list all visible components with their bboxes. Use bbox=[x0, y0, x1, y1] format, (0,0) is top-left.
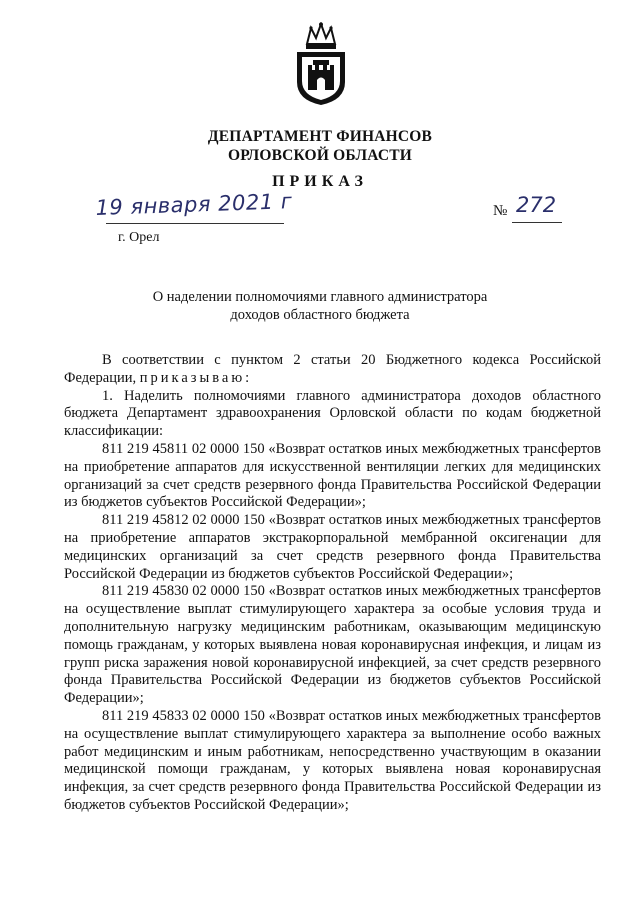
department-title-line2: ОРЛОВСКОЙ ОБЛАСТИ bbox=[227, 147, 413, 164]
city-label: г. Орел bbox=[118, 230, 160, 245]
subject-line1: О наделении полномочиями главного администратора bbox=[152, 289, 488, 305]
orel-coat-of-arms-icon bbox=[293, 22, 349, 106]
order-verb: приказываю: bbox=[139, 369, 253, 386]
budget-code-paragraph: 811 219 45830 02 0000 150 «Возврат остатков иных межбюджетных трансфертов на осуществление выплат стимулирующего характера за особые условия труда и дополнительную нагрузку медицинским работникам, оказывающим медицинскую помощь гражданам, у которых выявлена новая коронавирусная инфекция, и лицам из групп риска заражения новой коронавирусной инфекцией, за счет средств резервного фонда Правительства Российской Федерации из бюджетов субъектов Российской Федерации»; bbox=[64, 583, 601, 707]
budget-code-paragraph: 811 219 45833 02 0000 150 «Возврат остатков иных межбюджетных трансфертов на осуществление выплат стимулирующего характера за выполнение особо важных работ медицинским и иным работникам, непосредственно участвующим в оказании медицинской помощи гражданам, у которых выявлена новая коронавирусная инфекция, за счет средств резервного фонда Правительства Российской Федерации из бюджетов субъектов Российской Федерации»; bbox=[64, 707, 601, 813]
budget-code-paragraph: 811 219 45812 02 0000 150 «Возврат остатков иных межбюджетных трансфертов на приобретение аппаратов экстракорпоральной мембранной оксигенации для медицинских организаций за счет средств резервного фонда Правительства Российской Федерации из бюджетов субъектов Российской Федерации»; bbox=[64, 512, 601, 582]
intro-paragraph bbox=[64, 352, 601, 388]
handwritten-date: 19 января 2021 г bbox=[95, 189, 293, 220]
document-type-title: ПРИКАЗ bbox=[272, 173, 368, 190]
number-underline bbox=[512, 222, 562, 223]
item-1-paragraph: 1. Наделить полномочиями главного администратора доходов областного бюджета Департамент здравоохранения Орловской области по кодам бюджетной классификации: bbox=[64, 387, 601, 440]
handwritten-number: 272 bbox=[516, 193, 557, 217]
document-body bbox=[64, 352, 601, 815]
budget-code-paragraph: 811 219 45811 02 0000 150 «Возврат остатков иных межбюджетных трансфертов на приобретение аппаратов для искусственной вентиляции легких для медицинских организаций за счет средств резервного фонда Правительства Российской Федерации из бюджетов субъектов Российской Федерации»; bbox=[64, 440, 601, 511]
number-sign: № bbox=[493, 203, 508, 219]
department-title-line1: ДЕПАРТАМЕНТ ФИНАНСОВ bbox=[207, 128, 433, 145]
intro-text: В соответствии с пунктом 2 статьи 20 Бюджетного кодекса Российской Федерации, bbox=[64, 352, 601, 386]
date-underline bbox=[106, 223, 284, 224]
subject-line2: доходов областного бюджета bbox=[230, 307, 410, 323]
